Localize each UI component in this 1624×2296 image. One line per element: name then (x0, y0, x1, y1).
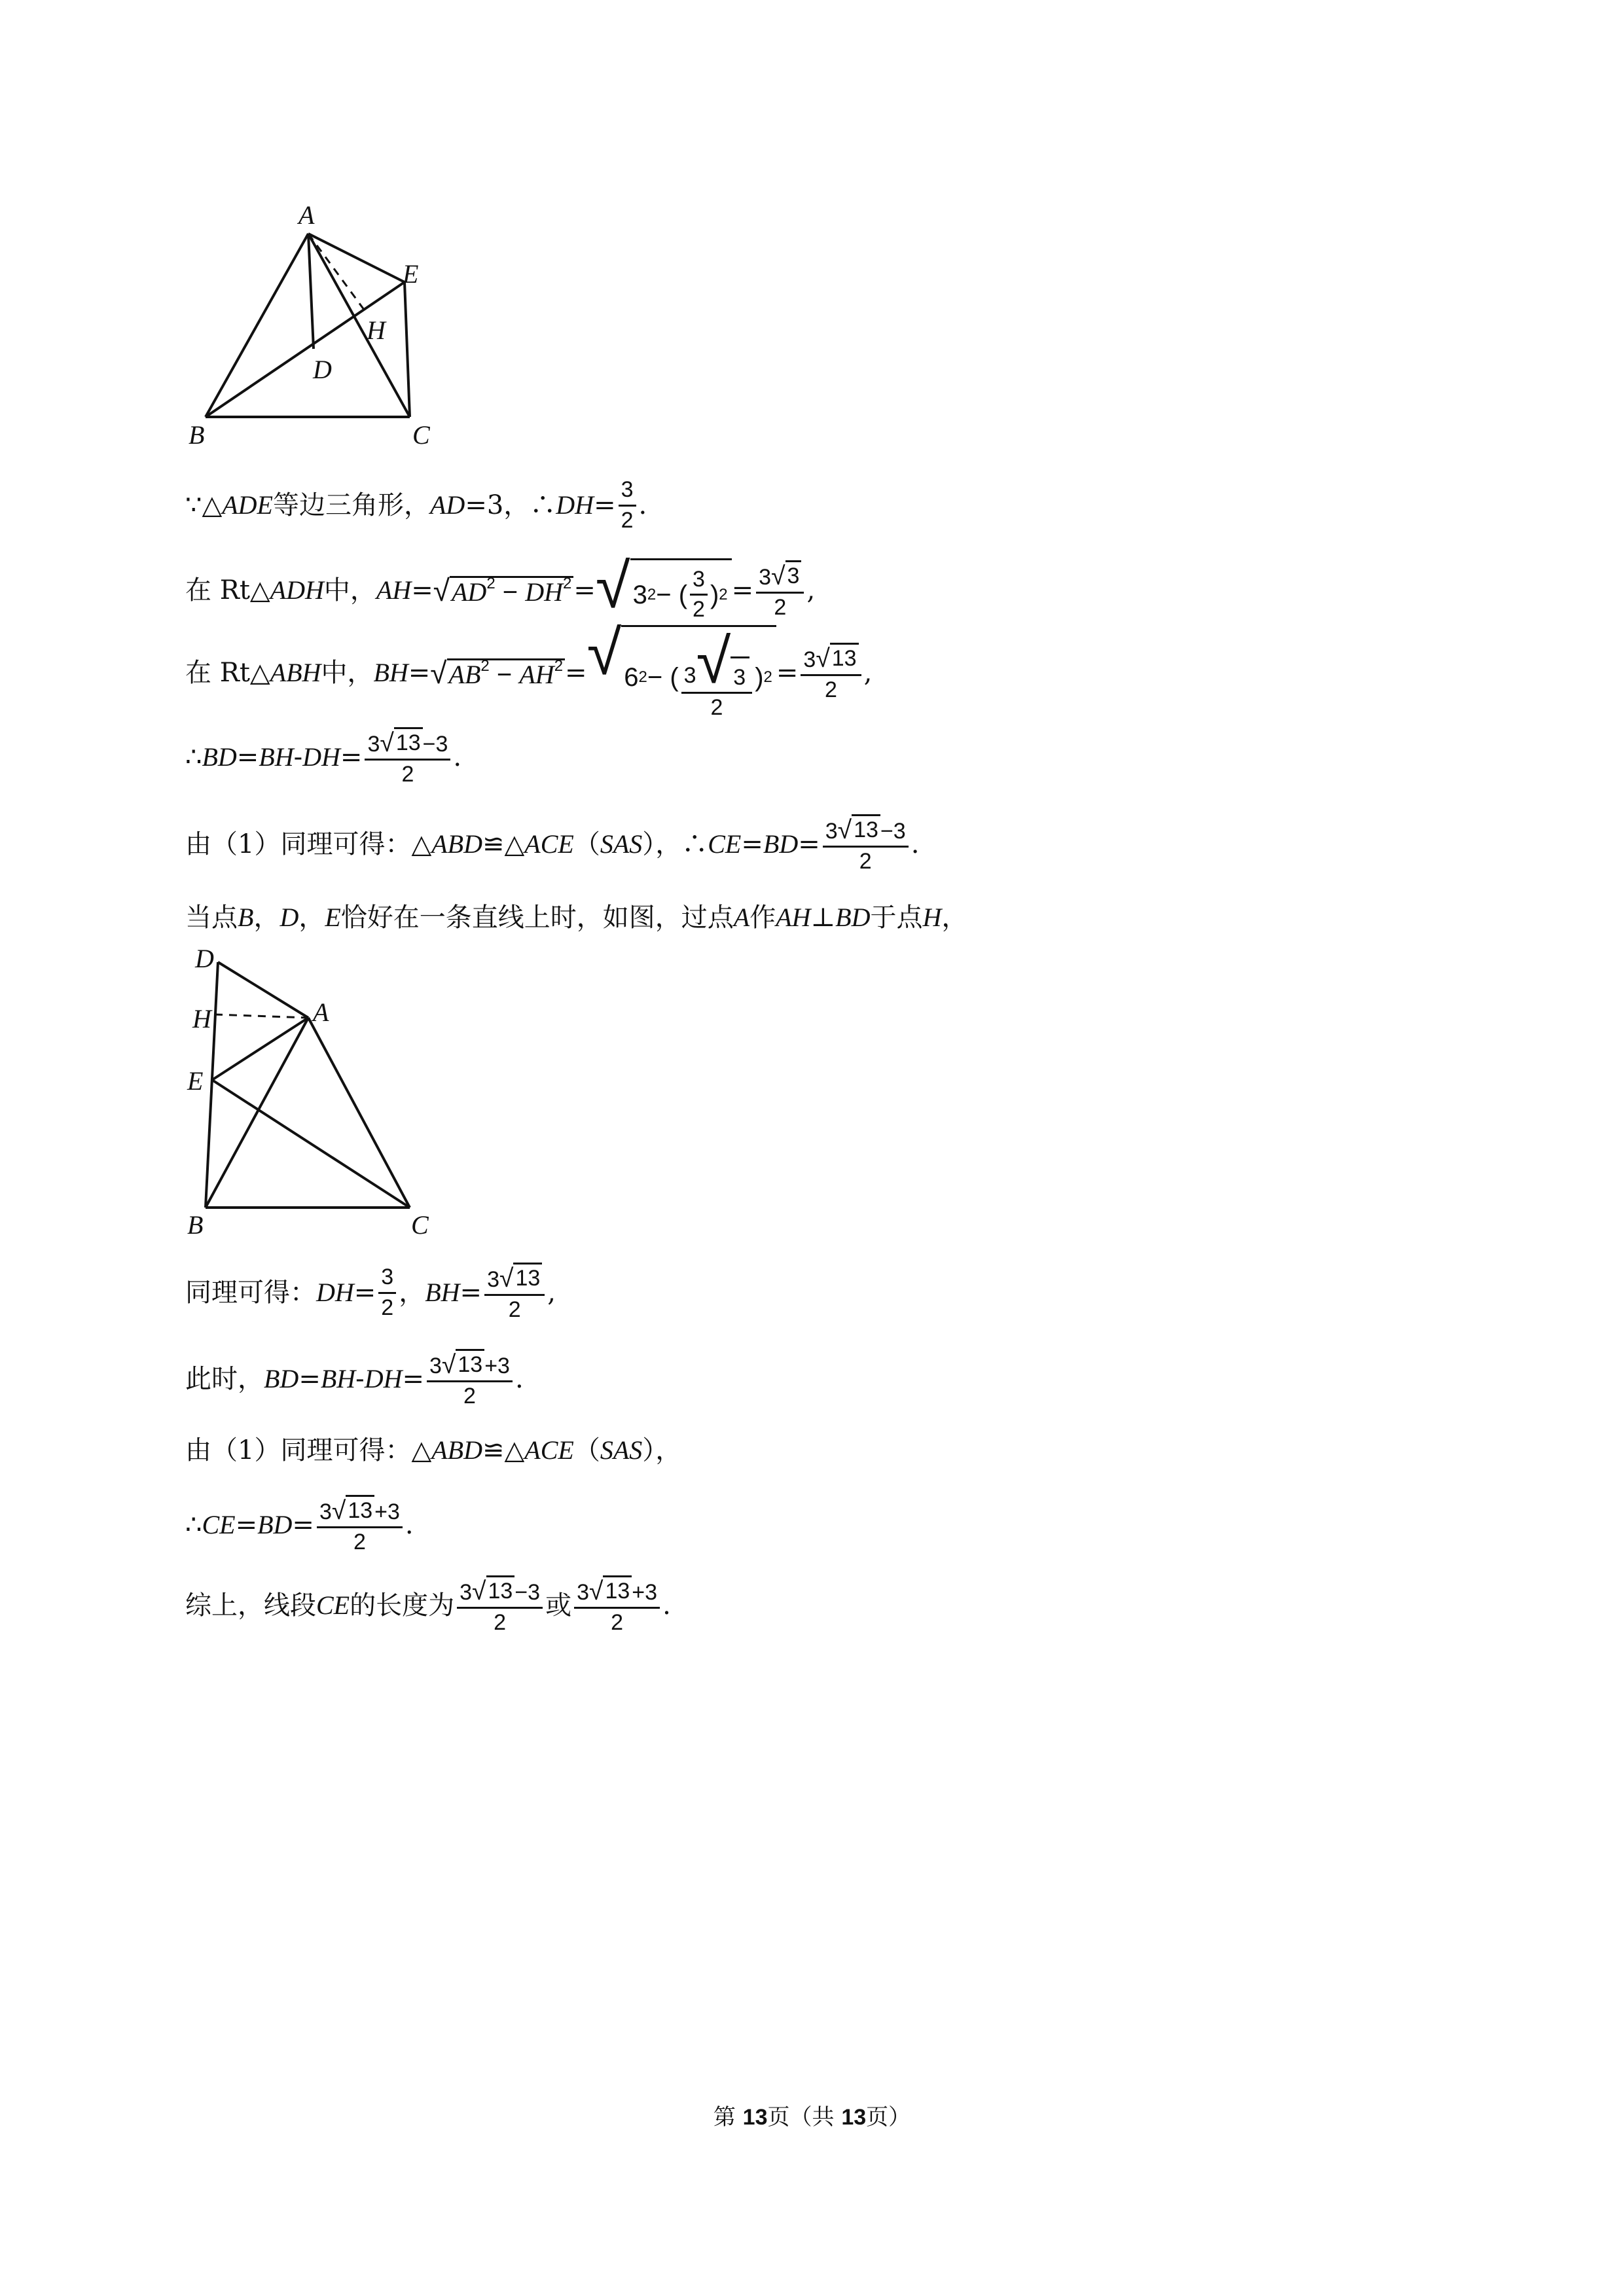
text-line-6 (185, 899, 967, 936)
text: （ (573, 1435, 600, 1465)
fraction: 3 √ 13 +3 2 (317, 1495, 403, 1555)
text: = (402, 1364, 424, 1394)
text: - (293, 742, 303, 772)
text: = (573, 575, 596, 605)
var: BH (373, 658, 408, 687)
var: DH (556, 490, 594, 520)
var: ABH (270, 658, 321, 687)
text: . (638, 490, 647, 520)
text: 综上，线段 (185, 1590, 316, 1621)
text: 作 (749, 903, 776, 933)
var: CE (202, 1510, 236, 1539)
label-A: A (298, 200, 315, 230)
var: BD (264, 1364, 299, 1393)
text-line-4 (185, 728, 461, 787)
text-line-2 (185, 550, 816, 623)
edge-AB (206, 1018, 308, 1208)
var: E (325, 903, 341, 932)
var: ABD (431, 829, 482, 859)
footer-text: 第 (713, 2104, 743, 2130)
page-footer (0, 2099, 1624, 2131)
text: 等边三角形， (272, 490, 430, 520)
label-B: B (187, 1210, 204, 1240)
sqrt-expression: √ $AD^2 - DH^2$ (433, 575, 574, 605)
text: = (594, 490, 616, 520)
text: = (298, 1364, 321, 1394)
edge-AC (308, 1018, 410, 1208)
text: 同理可得： (185, 1278, 316, 1308)
text: ⊥ (810, 903, 836, 933)
edge-EC (212, 1080, 410, 1208)
text: = (776, 658, 799, 688)
fraction: $\frac{3}{2}$ (619, 477, 636, 533)
text: ∴ (185, 742, 202, 772)
var: BD (763, 829, 799, 859)
text: ∵△ (185, 490, 223, 520)
text: . (514, 1364, 524, 1394)
text-line-9 (185, 1432, 681, 1469)
text: = (408, 658, 431, 688)
text: （ (573, 829, 600, 859)
edge-AB (206, 234, 308, 417)
text: = (798, 829, 820, 859)
fraction: 3 √ 13 −3 2 (365, 727, 450, 787)
figure-1-triangle (183, 196, 458, 452)
label-E: E (187, 1066, 204, 1096)
var: AH (776, 903, 811, 932)
fraction: 3 √ 13 −3 2 (457, 1575, 543, 1636)
text: , (806, 575, 816, 605)
footer-text: 页） (866, 2104, 911, 2130)
text: ， (941, 903, 968, 933)
var: BD (835, 903, 871, 932)
text: , (547, 1278, 556, 1308)
text: ）， (642, 1435, 682, 1465)
text: = (565, 658, 587, 688)
fraction: 3 √ 13 +3 2 (427, 1349, 513, 1409)
text: , (863, 658, 873, 688)
text: 恰好在一条直线上时，如图，过点 (340, 903, 734, 933)
figure-2-triangle (183, 942, 445, 1244)
text: =3，∴ (465, 490, 556, 520)
label-A: A (313, 997, 329, 1027)
text: 于点 (870, 903, 923, 933)
fraction: $\frac{3}{2}$ (378, 1265, 396, 1320)
edge-DA (218, 962, 308, 1018)
text: . (911, 829, 920, 859)
fraction: 3 √ 13 2 (801, 643, 861, 703)
text: = (235, 1510, 258, 1540)
text-line-5 (185, 815, 919, 874)
fraction: 3 √ 13 −3 2 (823, 814, 909, 874)
edge-DB (206, 962, 218, 1208)
text: 由（1）同理可得：△ (185, 829, 432, 859)
dashed-AH (215, 1014, 308, 1018)
var: D (280, 903, 299, 932)
text: ， (298, 903, 325, 933)
edge-EA (212, 1018, 308, 1080)
edge-AC (308, 234, 410, 417)
label-C: C (411, 1210, 429, 1240)
text: ≌△ (482, 829, 525, 859)
var: H (922, 903, 942, 932)
text-line-1 (185, 479, 647, 531)
text: = (236, 742, 259, 772)
text: - (355, 1364, 365, 1394)
edge-EC (405, 282, 410, 417)
text: ≌△ (482, 1435, 525, 1465)
var: SAS (600, 829, 643, 859)
text: . (453, 742, 462, 772)
label-C: C (412, 420, 430, 450)
var: BD (202, 742, 237, 772)
text: = (353, 1278, 376, 1308)
var: AD (429, 490, 465, 520)
text-line-11 (185, 1576, 671, 1635)
text: 在 Rt△ (185, 575, 270, 605)
text: = (411, 575, 433, 605)
edge-BE (206, 282, 405, 417)
dashed-AH (308, 234, 364, 310)
text: 由（1）同理可得：△ (185, 1435, 432, 1465)
text: ∴ (185, 1510, 202, 1540)
text: 的长度为 (350, 1590, 455, 1621)
text: 此时， (185, 1364, 264, 1394)
figure-2-svg (183, 942, 445, 1244)
var: DH (364, 1364, 403, 1393)
label-D: D (195, 944, 214, 973)
label-D: D (313, 355, 332, 384)
fraction: 3 √ 3 2 (756, 560, 804, 620)
text: ），∴ (642, 829, 708, 859)
text: ， (253, 903, 280, 933)
label-H: H (192, 1004, 211, 1033)
var: BH (320, 1364, 356, 1393)
sqrt-expression: √ $AB^2 - AH^2$ (430, 658, 565, 688)
text: 中， (321, 658, 374, 688)
var: B (238, 903, 254, 932)
footer-text: 页（共 (767, 2104, 842, 2130)
text-line-8 (185, 1350, 524, 1408)
var: CE (708, 829, 742, 859)
var: ADE (222, 490, 273, 520)
text: 中， (323, 575, 376, 605)
text: = (340, 742, 363, 772)
big-sqrt-expression: √ 6 2 − ( 3 √ 3 2 ) 2 (587, 625, 776, 720)
text: = (741, 829, 763, 859)
var: BH (425, 1278, 460, 1307)
var: ADH (270, 575, 324, 605)
fraction: 3 √ 13 +3 2 (574, 1575, 660, 1636)
text-line-3 (185, 618, 873, 720)
big-sqrt-expression: √ 3 2 − ( $\frac{3}{2}$ ) 2 (596, 558, 732, 622)
var: A (733, 903, 750, 932)
text-line-10 (185, 1496, 414, 1554)
label-H: H (367, 315, 386, 345)
text: 当点 (185, 903, 238, 933)
text: = (731, 575, 754, 605)
var: AH (376, 575, 412, 605)
text: . (662, 1590, 671, 1621)
page-total: 13 (841, 2105, 867, 2130)
text: 或 (545, 1590, 572, 1621)
var: CE (316, 1590, 350, 1620)
label-E: E (403, 259, 419, 289)
var: ABD (431, 1435, 482, 1465)
var: DH (302, 742, 340, 772)
var: ACE (524, 829, 574, 859)
text: ， (399, 1278, 425, 1308)
var: ACE (524, 1435, 574, 1465)
var: DH (316, 1278, 354, 1307)
text: = (292, 1510, 314, 1540)
fraction: 3 √ 13 2 (484, 1263, 545, 1323)
var: BH (259, 742, 294, 772)
text-line-7 (185, 1263, 556, 1322)
page-number: 13 (742, 2105, 768, 2130)
text: . (405, 1510, 414, 1540)
label-B: B (189, 420, 205, 450)
figure-1-svg (183, 196, 458, 452)
text: 在 Rt△ (185, 658, 270, 688)
var: SAS (600, 1435, 643, 1465)
var: BD (257, 1510, 293, 1539)
edge-AD (308, 234, 314, 349)
text: = (460, 1278, 482, 1308)
